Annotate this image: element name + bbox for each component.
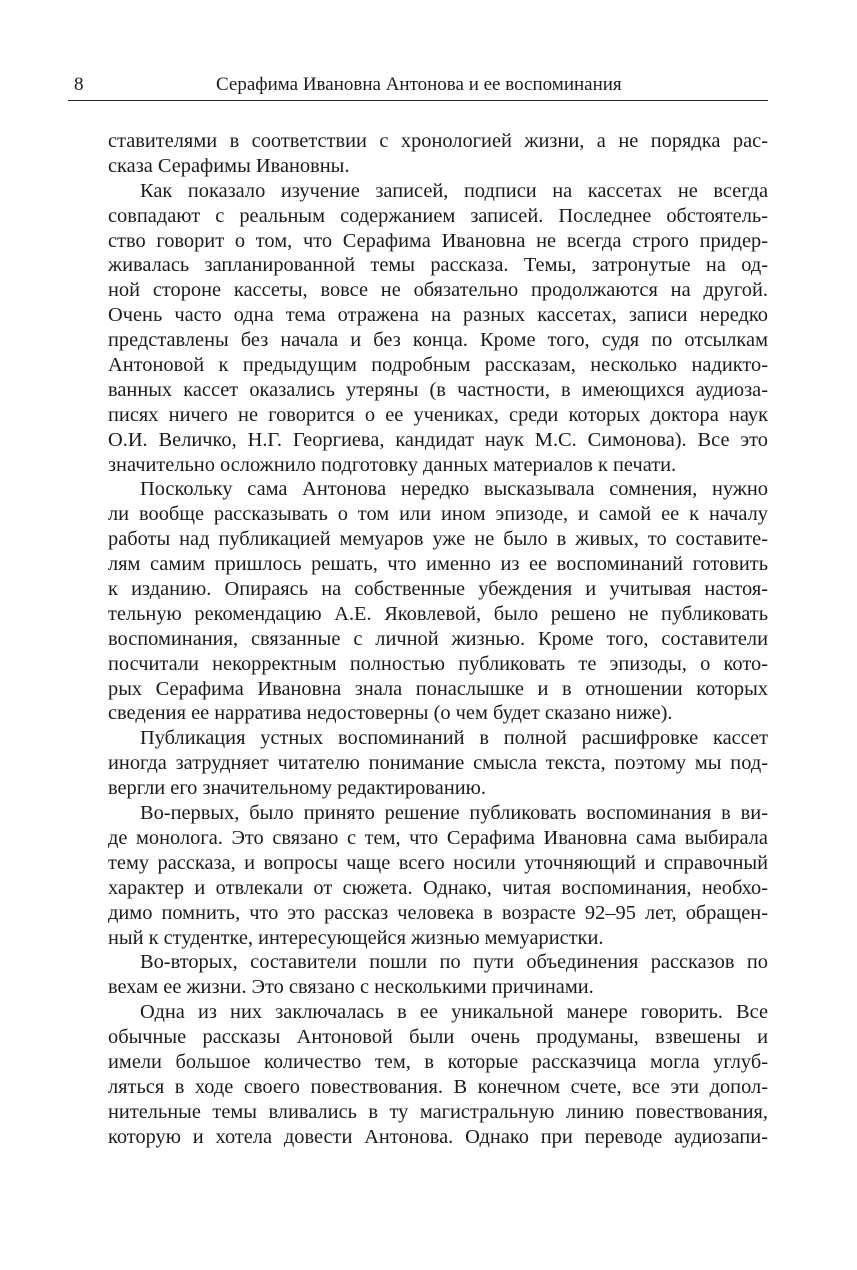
text-line: работы над публикацией мемуаров уже не было в живых, то составите-	[108, 528, 768, 551]
text-line: Поскольку сама Антонова нередко высказывала сомнения, нужно	[140, 478, 768, 501]
text-line: посчитали некорректным полностью публиковать те эпизоды, о кото-	[108, 652, 768, 675]
text-line: О.И. Величко, Н.Г. Георгиева, кандидат наук М.С. Симонова). Все это	[108, 428, 768, 451]
text-line: вергли его значительному редактированию.	[108, 777, 487, 800]
text-line: ный к студентке, интересующейся жизнью мемуаристки.	[108, 926, 604, 949]
text-line: обычные рассказы Антоновой были очень продуманы, взвешены и	[108, 1026, 768, 1049]
text-line: димо помнить, что это рассказ человека в возрасте 92–95 лет, обращен-	[108, 901, 768, 924]
text-line: к изданию. Опираясь на собственные убеждения и учитывая настоя-	[108, 578, 768, 601]
text-line: ство говорит о том, что Серафима Ивановна не всегда строго придер-	[108, 229, 768, 252]
text-line: ляться в ходе своего повествования. В конечном счете, все эти допол-	[108, 1075, 768, 1098]
text-line: рых Серафима Ивановна знала понаслышке и в отношении которых	[108, 677, 768, 700]
text-line: ной стороне кассеты, вовсе не обязательно продолжаются на другой.	[108, 279, 768, 302]
text-line: живалась запланированной темы рассказа. Темы, затронутые на од-	[108, 254, 768, 277]
text-line: Во-вторых, составители пошли по пути объединения рассказов по	[140, 951, 768, 974]
text-line: Очень часто одна тема отражена на разных кассетах, записи нередко	[108, 304, 768, 327]
text-line: ставителями в соответствии с хронологией жизни, а не порядка рас-	[108, 130, 768, 152]
text-line: иногда затрудняет читателю понимание смысла текста, поэтому мы под-	[108, 752, 768, 775]
text-line: значительно осложнило подготовку данных материалов к печати.	[108, 453, 677, 476]
text-line: Антоновой к предыдущим подробным рассказам, несколько надикто-	[108, 354, 768, 377]
text-line: которую и хотела довести Антонова. Однако при переводе аудиозапи-	[108, 1125, 768, 1148]
text-line: Во-первых, было принято решение публиковать воспоминания в ви-	[140, 802, 768, 825]
running-header	[68, 72, 768, 101]
text-line: совпадают с реальным содержанием записей. Последнее обстоятель-	[108, 204, 768, 227]
text-line: тельную рекомендацию А.Е. Яковлевой, было решено не публиковать	[108, 602, 768, 625]
text-line: сведения ее нарратива недостоверны (о чем будет сказано ниже).	[108, 702, 673, 725]
text-line: лям самим пришлось решать, что именно из ее воспоминаний готовить	[108, 553, 768, 576]
running-title: Серафима Ивановна Антонова и ее воспоминания	[216, 74, 622, 95]
text-line: вехам ее жизни. Это связано с несколькими причинами.	[108, 976, 594, 999]
text-line: имели большое количество тем, в которые рассказчица могла углуб-	[108, 1050, 768, 1073]
text-line: представлены без начала и без конца. Кроме того, судя по отсылкам	[108, 329, 768, 352]
text-line: тему рассказа, и вопросы чаще всего носили уточняющий и справочный	[108, 851, 768, 874]
text-line: де монолога. Это связано с тем, что Серафима Ивановна сама выбирала	[108, 826, 768, 849]
text-line: ванных кассет оказались утеряны (в частности, в имеющихся аудиоза-	[108, 378, 768, 401]
text-line: писях ничего не говорится о ее учениках, среди которых доктора наук	[108, 403, 768, 426]
page-number: 8	[74, 74, 84, 95]
text-line: сказа Серафимы Ивановны.	[108, 154, 350, 177]
text-line: ли вообще рассказывать о том или ином эпизоде, и самой ее к началу	[108, 503, 768, 526]
body-text	[108, 129, 768, 1150]
text-line: нительные темы вливались в ту магистральную линию повествования,	[108, 1100, 768, 1123]
text-line: воспоминания, связанные с личной жизнью. Кроме того, составители	[108, 627, 768, 650]
text-line: характер и отвлекали от сюжета. Однако, читая воспоминания, необхо-	[108, 876, 768, 899]
text-line: Одна из них заключалась в ее уникальной манере говорить. Все	[140, 1001, 768, 1024]
text-line: Публикация устных воспоминаний в полной расшифровке кассет	[140, 727, 768, 750]
text-line: Как показало изучение записей, подписи на кассетах не всегда	[140, 179, 768, 202]
